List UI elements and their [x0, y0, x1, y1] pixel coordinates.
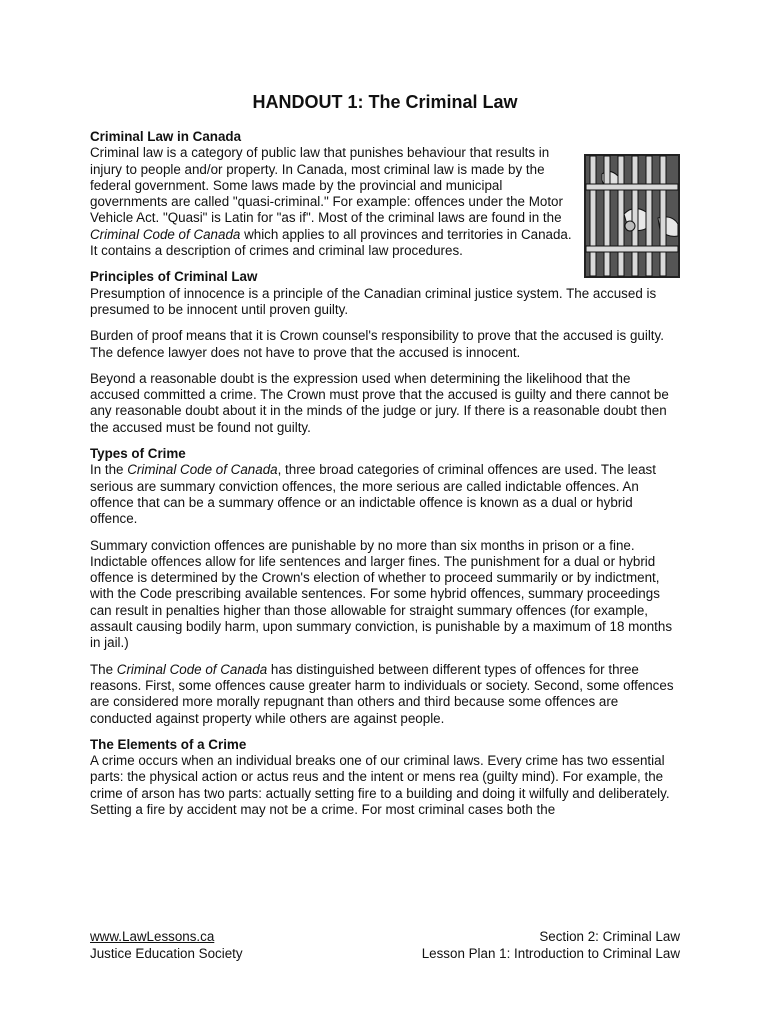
section-criminal-law-in-canada [90, 129, 682, 259]
paragraph [90, 462, 682, 527]
paragraph-italic-text: Criminal Code of Canada [90, 226, 241, 242]
section-heading: Principles of Criminal Law [90, 269, 258, 285]
paragraph: Burden of proof means that it is Crown counsel's responsibility to prove that the accused is guilty. The defence lawyer does not have to prove that the accused is innocent. [90, 328, 664, 360]
footer-right [422, 928, 680, 962]
section-heading: Criminal Law in Canada [90, 129, 242, 144]
section-types-of-crime [90, 446, 682, 727]
organization-name: Justice Education Society [90, 946, 243, 961]
lesson-label: Lesson Plan 1: Introduction to Criminal Law [421, 946, 680, 961]
paragraph: Beyond a reasonable doubt is the expression used when determining the likelihood that the accused committed a crime. The Crown must prove that the accused is guilty and there cannot be any reasonable doubt about it in the minds of the judge or jury. If there is a reasonable doubt then the accused must be found not guilty. [90, 370, 669, 435]
section-heading: The Elements of a Crime [90, 736, 247, 752]
paragraph: Presumption of innocence is a principle of the Canadian criminal justice system. The accused is presumed to be innocent until proven guilty. [90, 285, 657, 317]
section-heading: Types of Crime [90, 446, 186, 462]
paragraph: A crime occurs when an individual breaks one of our criminal laws. Every crime has two essential parts: the physical action or actus reus and the intent or mens rea (guilty mind). For example, the crime of arson has two parts: actually setting fire to a building and doing it wilfully and deliberately. Setting a fire by accident may not be a crime. For most criminal cases both the [90, 753, 670, 817]
paragraph-italic-text: Criminal Code of Canada [127, 462, 278, 478]
paragraph-text: Criminal law is a category of public law that punishes behaviour that results in injury to people and/or property. In Canada, most criminal law is made by the federal government. Some laws made by the provincial and municipal governments are called "quasi-criminal." For example: offences under the Motor Vehicle Act. "Quasi" is Latin for "as if". Most of the criminal laws are found in the [90, 145, 563, 226]
section-label: Section 2: Criminal Law [539, 929, 680, 944]
paragraph-text: which applies to all provinces and territories in Canada. It contains a description of crimes and criminal law procedures. [90, 226, 572, 259]
page-title: HANDOUT 1: The Criminal Law [252, 92, 518, 112]
paragraph [90, 145, 572, 259]
section-elements-of-crime [90, 737, 682, 818]
paragraph-text: , three broad categories of criminal offences are used. The least serious are summary conviction offences, the more serious are called indictable offences. An offence that can be a summary offence or an indictable offence is known as a dual or hybrid offence. [90, 462, 656, 527]
footer-left [90, 928, 243, 962]
paragraph-text: In the [90, 462, 128, 478]
paragraph [90, 662, 682, 727]
website-link[interactable]: www.LawLessons.ca [90, 929, 215, 944]
document-body [90, 129, 682, 828]
paragraph: Summary conviction offences are punishable by no more than six months in prison or a fine. Indictable offences allow for life sentences and larger fines. The punishment for a dual or hybrid offence is determined by the Crown's election of whether to proceed summarily or by indictment, with the Code prescribing available sentences. For some hybrid offences, summary proceedings can result in penalties higher than those allowable for straight summary offences (for example, assault causing bodily harm, upon summary conviction, is punishable by a maximum of 18 months in jail.) [90, 537, 673, 651]
paragraph-text: The [90, 661, 117, 677]
paragraph-italic-text: Criminal Code of Canada [116, 661, 268, 677]
paragraph-text: has distinguished between different types of offences for three reasons. First, some offences cause greater harm to individuals or society. Second, some offences are considered more morally repugnant than others and third because some offences are conducted against property while others are against people. [90, 661, 674, 726]
section-principles [90, 269, 682, 436]
